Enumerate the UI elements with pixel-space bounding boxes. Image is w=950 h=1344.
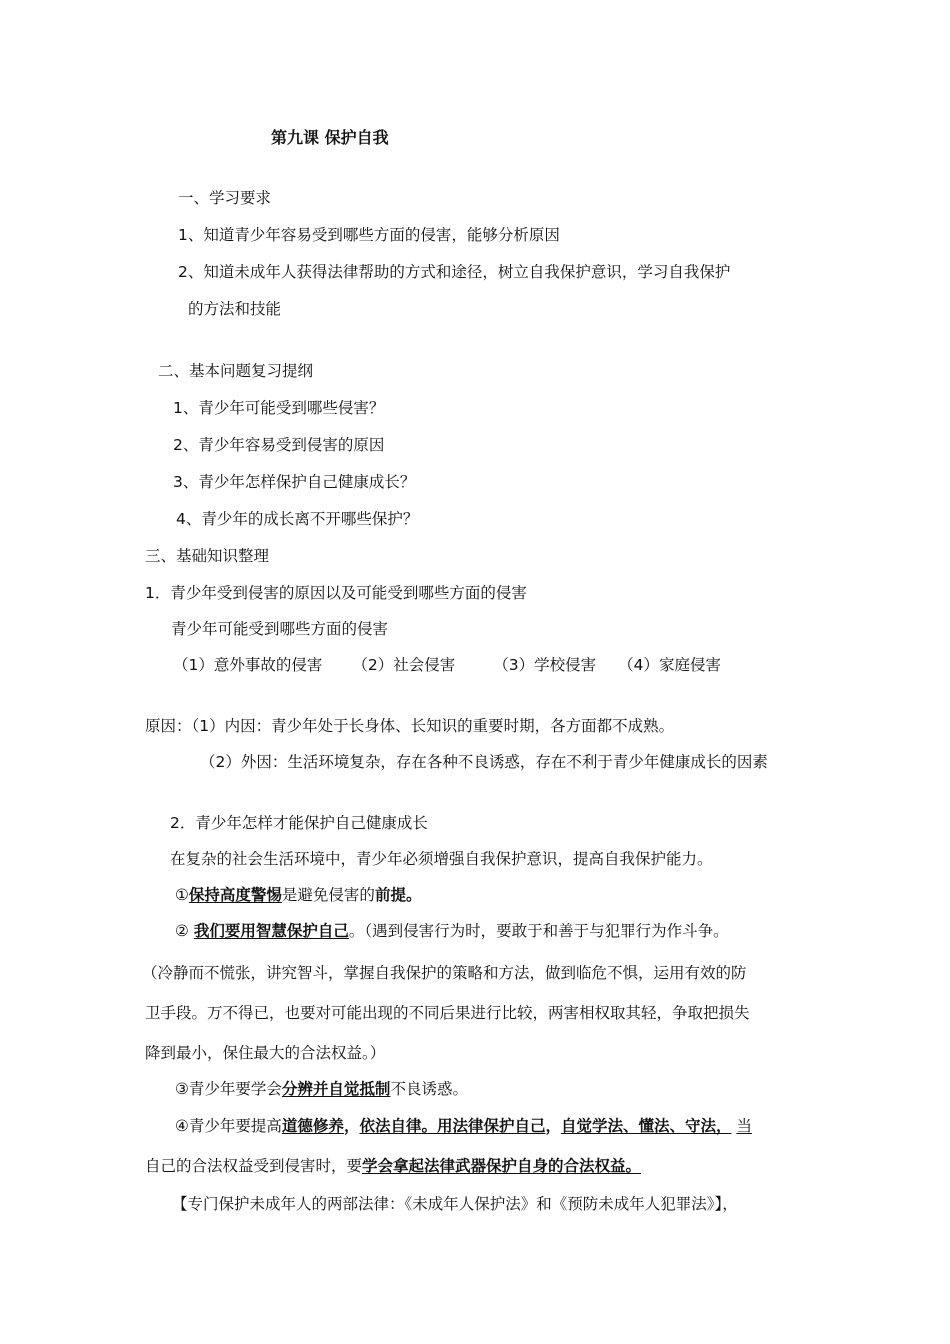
cause-internal: 原因：（1）内因：青少年处于长身体、长知识的重要时期，各方面都不成熟。 xyxy=(145,717,675,735)
cause-external: （2）外因：生活环境复杂，存在各种不良诱惑，存在不利于青少年健康成长的因素 xyxy=(200,753,768,771)
requirement-1: 1、知道青少年容易受到哪些方面的侵害，能够分析原因 xyxy=(178,226,560,244)
point-2-cont-3: 降到最小，保住最大的合法权益。） xyxy=(145,1044,386,1062)
section-3-heading: 三、基础知识整理 xyxy=(145,547,270,565)
question-2: 2、青少年容易受到侵害的原因 xyxy=(173,436,385,454)
section-1-heading: 一、学习要求 xyxy=(178,189,272,207)
point-4: ④青少年要提高道德修养，依法自律。用法律保护自己，自觉学法、懂法、守法， 当 xyxy=(175,1117,752,1135)
cause-label: 原因： xyxy=(145,717,192,735)
page-title: 第九课 保护自我 xyxy=(271,128,389,147)
part-1-heading: 1．青少年受到侵害的原因以及可能受到哪些方面的侵害 xyxy=(145,584,527,602)
requirement-2-cont: 的方法和技能 xyxy=(188,300,282,318)
part-2-heading: 2．青少年怎样才能保护自己健康成长 xyxy=(170,814,428,832)
harm-item: （1）意外事故的侵害 xyxy=(173,656,323,674)
question-3: 3、青少年怎样保护自己健康成长？ xyxy=(173,473,416,491)
harm-item: （4）家庭侵害 xyxy=(618,656,721,674)
part-2-intro: 在复杂的社会生活环境中，青少年必须增强自我保护意识，提高自我保护能力。 xyxy=(170,850,713,868)
question-4: 4、青少年的成长离不开哪些保护？ xyxy=(176,510,419,528)
harm-item: （3）学校侵害 xyxy=(493,656,597,674)
section-2-heading: 二、基本问题复习提纲 xyxy=(158,362,314,380)
harm-types xyxy=(173,655,721,675)
point-2: ② 我们要用智慧保护自己。（遇到侵害行为时，要敢于和善于与犯罪行为作斗争。 xyxy=(175,922,729,940)
point-2-cont-2: 卫手段。万不得已，也要对可能出现的不同后果进行比较，两害相权取其轻，争取把损失 xyxy=(145,1004,750,1022)
point-4-cont: 自己的合法权益受到侵害时，要学会拿起法律武器保护自身的合法权益。 xyxy=(145,1157,642,1175)
laws-note: 【专门保护未成年人的两部法律：《未成年人保护法》和《预防未成年人犯罪法》】， xyxy=(172,1195,738,1213)
harm-item: （2）社会侵害 xyxy=(352,656,456,674)
point-1: ①保持高度警惕是避免侵害的前提。 xyxy=(175,886,422,904)
part-1-subheading: 青少年可能受到哪些方面的侵害 xyxy=(171,620,389,638)
point-2-cont-1: （冷静而不慌张，讲究智斗，掌握自我保护的策略和方法，做到临危不惧，运用有效的防 xyxy=(142,964,747,982)
point-3: ③青少年要学会分辨并自觉抵制不良诱惑。 xyxy=(175,1080,468,1098)
question-1: 1、青少年可能受到哪些侵害？ xyxy=(173,399,385,417)
requirement-2: 2、知道未成年人获得法律帮助的方式和途径，树立自我保护意识，学习自我保护 xyxy=(178,263,731,281)
